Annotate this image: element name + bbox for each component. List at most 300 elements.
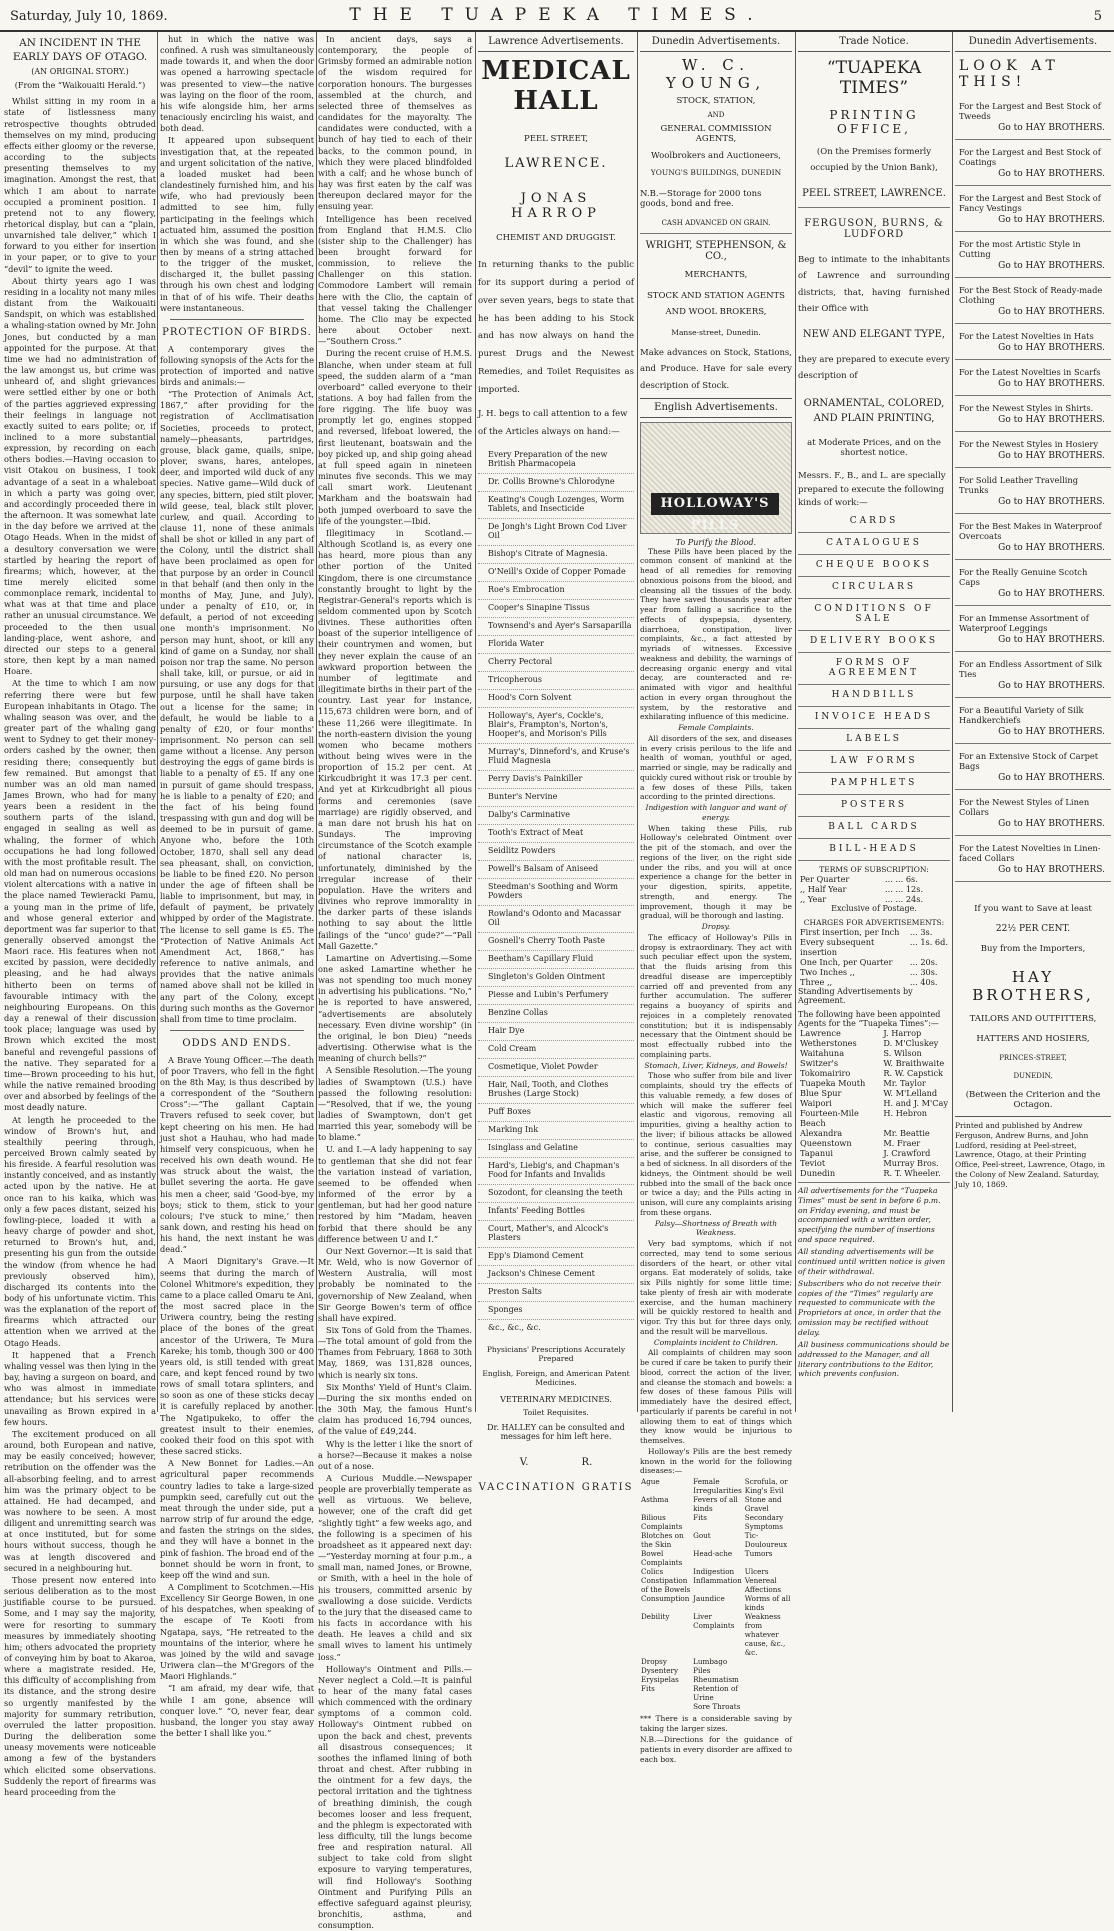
office-note: All advertisements for the “Tuapeka Times” must be sent in before 6 p.m. on Friday evening, and must be accompanied with a written order, specifying the number of insertions and space required. (798, 1185, 941, 1245)
disease-cell: Jaundice (693, 1594, 725, 1604)
column-trade-notice (798, 34, 950, 1412)
column-birds-odds (160, 34, 314, 1738)
charge-row-cell: ... 20s. (909, 956, 938, 967)
hay-brothers-item: For the Really Genuine Scotch Caps (959, 567, 1088, 587)
disease-row (640, 1513, 792, 1531)
agent-row-cell: R. W. Capstick (883, 1067, 943, 1078)
disease-cell: Head-ache (693, 1549, 733, 1559)
medical-item: Dalby's Carminative (478, 807, 634, 825)
medical-item: Marking Ink (478, 1122, 634, 1140)
holloway-subheading: Palsy—Shortness of Breath with Weakness. (654, 1218, 778, 1238)
medical-item: Cold Cream (478, 1041, 634, 1059)
charge-row-cell: Three ,, (800, 976, 833, 987)
disease-cell: Stone and Gravel (744, 1495, 782, 1514)
disease-row (640, 1531, 792, 1549)
holloway-banner: HOLLOWAY'S PILLS (651, 493, 779, 515)
printing-kind: HANDBILLS (798, 685, 950, 707)
charge-row-cell: ... 1s. 6d. (909, 936, 948, 947)
term-row-cell: ... ... 24s. (885, 893, 924, 904)
agent-row-cell: Mr. Beattie (883, 1127, 930, 1138)
medical-item: De Jongh's Light Brown Cod Liver Oil (478, 519, 634, 546)
wright-name: WRIGHT, STEPHENSON, & CO., (645, 240, 787, 262)
disease-cell (744, 1666, 792, 1675)
medical-item: &c., &c., &c. (488, 1323, 541, 1333)
ornamental-line: ORNAMENTAL, COLORED, AND PLAIN PRINTING, (803, 398, 945, 425)
paragraph: When taking these Pills, rub Holloway's celebrated Ointment over the pit of the stomach, and over the regions of the liver, on the right side under the ribs, and you will at once experience a change for the better in your digestion, spirits, appetite, strength, and energy. The improvement, though it may be gradual, will be thorough and lasting. (640, 823, 792, 921)
hay-brothers-item: For a Beautiful Variety of Silk Handkerchiefs (959, 705, 1084, 725)
go-to-hay-brothers: Go to HAY BROTHERS. (955, 727, 1111, 744)
paragraph: It appeared upon subsequent investigation that, at the repeated and urgent solicitation of the native, a loaded musket had been clandestinely furnished him, and his wife, who had previously been admitted to see him, fully participating in the feelings which actuated him, assumed the position in which she was found, and she then by means of a string attached to the trigger of the musket, discharged it, the bullet passing through his own chest and lodging in that of of his wife. Their deaths were instantaneous. (160, 135, 314, 313)
vet-subtitle: Toilet Requisites. (523, 1408, 589, 1418)
charge-row-cell: Every subsequent insertion (800, 936, 875, 957)
disease-cell: Lumbago (693, 1657, 728, 1667)
disease-cell: Gout (693, 1531, 711, 1541)
disease-cell: Ague (641, 1477, 660, 1487)
prescriptions-note: Physicians' Prescriptions Accurately Prepared (486, 1345, 626, 1364)
paragraph: “The Protection of Animals Act, 1867,” after providing for the registration of Acclimatisation Societies, proceeds to protect, namely—pheasants, partridges, grouse, black game, quails, snipe, plover, swans, hares, antelopes, deer, and imported wild duck of any species. Native game—Wild duck of any species, bittern, pied stilt plover, wild geese, teal, black stilt plover, curlew, and quail. According to clause 11, none of these animals shall be shot or killed in any part of the Colony, until the district shall have been proclaimed as open for that purpose by an order in Council in that behalf (and then only in the months of May, June, and July), under a penalty of £10, or, in default, a period of not exceeding one month's imprisonment. No person may hunt, shoot, or kill any kind of game on a Sunday, nor shall poison nor trap the same. No person shall take, kill, or pursue, or aid in pursuing, or use any dogs for that purpose, until he shall have taken out a license for the same; in default, he would be liable to a penalty of £20, or four months' imprisonment. No person can sell game without a license. Any person destroying the eggs of game birds is liable to a penalty of £5. If any one in pursuit of game should trespass, he is liable to a penalty of £20; and the fact of his being found trespassing with gun and dog will be deemed to be in pursuit of game. Anyone who, before the 10th October, 1870, shall sell any dead sea pheasant, shall, on conviction, be liable to be fined £20. No person under the age of fifteen shall be liable to imprisonment, but may, in default of payment, be privately whipped by order of the Magistrate. The license to sell game is £5. The “Protection of Native Animals Act Amendment Act, 1868,” has reference to native animals, and provides that the native animals named above shall not be killed in any part of the Colony, except during such months as the Governor shall from time to time proclaim. (160, 389, 314, 1024)
paragraph: It happened that a French whaling vessel was then lying in the bay, having a surgeon on board, and who was almost in immediate attendance; but his services were unavailing as Brown expired in a few hours. (4, 1349, 156, 1427)
agent-row (798, 1138, 950, 1148)
column-rule (157, 32, 158, 1412)
agent-row-cell: Tokomairiro (800, 1067, 851, 1078)
hay-brothers-item: For the most Artistic Style in Cutting (959, 239, 1081, 259)
paragraph: A Compliment to Scotchmen.—His Excellency Sir George Bowen, in one of his despatches, when speaking of the escape of Te Kooti from Ngatapa, says, “He retreated to the mountains of the interior, where he was joined by the wild and savage Uriwera clan—the M'Gregors of the Maori Highlands.” (160, 1581, 314, 1682)
agent-row-cell: Tuapeka Mouth (800, 1077, 866, 1088)
prices-line: at Moderate Prices, and on the shortest notice. (807, 438, 941, 459)
charge-row (798, 977, 950, 987)
medical-item: Sozodont, for cleansing the teeth (478, 1185, 634, 1203)
medical-item: Tricopherous (478, 672, 634, 690)
disease-cell: Tic-Douloureux (744, 1531, 788, 1550)
disease-cell (744, 1702, 792, 1711)
holloway-subheading: Stomach, Liver, Kidneys, and Bowels! (644, 1060, 788, 1070)
agent-row-cell: Dunedin (800, 1167, 836, 1178)
postage-note: Exclusive of Postage. (831, 903, 917, 913)
printing-office: PRINTING OFFICE, (829, 108, 919, 136)
disease-row (640, 1657, 792, 1666)
hay-brothers-item: For the Newest Styles in Shirts. (959, 403, 1094, 413)
medical-item: Court, Mather's, and Alcock's Plasters (478, 1221, 634, 1248)
go-to-hay-brothers: Go to HAY BROTHERS. (955, 543, 1111, 560)
young-line: YOUNG'S BUILDINGS, DUNEDIN (650, 168, 782, 177)
between-line: (Between the Criterion and the Octagon. (965, 1090, 1101, 1110)
disease-row (640, 1549, 792, 1567)
disease-row (640, 1567, 792, 1576)
medical-item: Hair Dye (478, 1023, 634, 1041)
office-notes (798, 1182, 950, 1379)
go-to-hay-brothers: Go to HAY BROTHERS. (955, 451, 1111, 468)
disease-row (640, 1666, 792, 1675)
disease-row (640, 1594, 792, 1612)
hay-brothers-item: For the Best Stock of Ready-made Clothing (959, 285, 1103, 305)
agent-row (798, 1168, 950, 1178)
holloway-subheading: Complaints incident to Children. (653, 1337, 779, 1347)
wright-line: MERCHANTS, (684, 270, 748, 280)
imprint: Printed and published by Andrew Ferguson, Andrew Burns, and John Ludford, residing at Peel-street, Lawrence, Otago, at their Printing Office, Peel-street, Lawrence, Otago, in the Colony of New Zealand. Saturday, July 10, 1869. (955, 1116, 1111, 1189)
vet-title: VETERINARY MEDICINES. (500, 1395, 612, 1405)
disease-cell: Piles (693, 1666, 711, 1676)
disease-cell: Fits (641, 1684, 655, 1694)
medical-item: Hard's, Liebig's, and Chapman's Food for Infants and Invalids (478, 1158, 634, 1185)
agent-row (798, 1058, 950, 1068)
medical-item: Gosnell's Cherry Tooth Paste (478, 933, 634, 951)
printing-kind: CIRCULARS (798, 577, 950, 599)
paragraph: Holloway's Pills are the best remedy known in the world for the following diseases:— (640, 1446, 792, 1476)
paragraph: A Maori Dignitary's Grave.—It seems that during the march of Colonel Whitmore's expedition, they came to a place called Omaru te Ani, the most sacred place in the Uriwera country, being the resting place of the bones of the great ancestor of the Uriwera, Te Mura Kareke; his tomb, though 300 or 400 years old, is still tended with great care, and kept fenced round by two rows of small totara splinters, and so soon as one of these sticks decay it is carefully replaced by another. The Ngatipukeko, to offer the greatest insult to their enemies, cooked their food on this spot with these sacred sticks. (160, 1256, 314, 1457)
agent-row-cell: H. Hebron (883, 1107, 928, 1118)
hay-name: HAY BROTHERS, (972, 968, 1094, 1004)
agent-row-cell: D. M'Cluskey (883, 1037, 939, 1048)
medical-item: Holloway's, Ayer's, Cockle's, Blair's, Frampton's, Norton's, Hooper's, and Morison's Pills (478, 708, 634, 744)
firm-intimation: Beg to intimate to the inhabitants of Lawrence and surrounding districts, that, having furnished their Office with (798, 255, 950, 314)
charges-table (798, 927, 950, 987)
paragraph: Intelligence has been received from England that H.M.S. Clio (sister ship to the Challenger) has been brought forward for commission, to relieve the Challenger on this station. Commodore Lambert will remain here with the Clio, the captain of that vessel taking the Challenger home. The Clio may be expected here about October next.—“Southern Cross.” (318, 213, 472, 347)
term-row-cell: Per Quarter (800, 873, 850, 884)
agent-row-cell: Lawrence (800, 1027, 841, 1038)
term-row-cell: ,, Year (800, 893, 827, 904)
article-title: AN INCIDENT IN THE EARLY DAYS OF OTAGO. (12, 37, 148, 64)
paragraph: About thirty years ago I was residing in a locality not many miles distant from the Waikouaiti Sandspit, on which was established a whaling-station owned by Mr. John Jones, but conducted by a man appointed for the purpose. At that time we had no administration of the law amongst us, but crime was unheard of, and slight grievances were settled either by one or both of the parties aggrieved expressing their feelings in language not exactly suited to ears polite; or, if inclined to a more substantial expression, by recording on each others bodies.—Having occasion to visit Otakou on business, I took advantage of a seat in a whaleboat in which a party was going over, and accordingly proceeded there in the afternoon. It was somewhat late in the day before we arrived at the Otago Heads. When in the midst of a desultory conversation we were startled by hearing the report of firearms; which, however, at the time merely elicited some commonplace remark, incidental to what was at that time and place rather an unusual circumstance. We proceeded to the then usual landing-place, went ashore, and directed our steps to a general store, then kept by a man named Hoare. (4, 275, 156, 677)
vaccination-line: VACCINATION GRATIS (478, 1482, 634, 1494)
young-line: STOCK, STATION, (676, 96, 756, 106)
charge-row-cell: ... 40s. (909, 976, 938, 987)
charge-row (798, 967, 950, 977)
agent-row-cell: Queenstown (800, 1137, 852, 1148)
city-line: DUNEDIN, (1013, 1072, 1053, 1080)
agent-row (798, 1068, 950, 1078)
agent-row (798, 1158, 950, 1168)
tailors-line: TAILORS AND OUTFITTERS, (969, 1014, 1097, 1024)
medical-item: Jackson's Chinese Cement (478, 1266, 634, 1284)
office-title: “TUAPEKA TIMES” (826, 58, 922, 98)
paragraph: At the time to which I am now referring there were but few European inhabitants in Otago. The whaling season was over, and the greater part of the whaling gang went to Sydney to get their money-orders cashed by the owner, then residing there; consequently but few remained. But amongst that number was an old man named James Brown, who had for many years been a resident in the southern parts of the island, engaged in sealing as well as whaling, the former of which occupations he had long followed with the most profitable result. The old man had on numerous occasions violent altercations with a native in the place named Tewieracki Pamu, a young man in the prime of life, and whose general exterior and deportment was far superior to that generally observed amongst the Maori race. His features when not excited by passion, were decidedly pleasing, and he had always hitherto been on terms of favourable intimacy with the neighbouring Europeans. On this day a renewal of their discussion took place; language was used by Brown which excited the most baneful and revengeful passions of the native. They separated for a time—Brown proceeding to his hut, while the native remained brooding over and absorbed by feelings of the most deadly nature. (4, 678, 156, 1113)
medical-item: Murray's, Dinneford's, and Kruse's Fluid Magnesia (478, 744, 634, 771)
paragraph: A Curious Muddle.—Newspaper people are proverbially temperate as well as virtuous. We believe, however, one of the craft did get “slightly tight” a few weeks ago, and the following is a specimen of his broadsheet as it appeared next day:—“Yesterday morning at four p.m., a small man, named Jones, or Browne, or Smith, with a heel in the hole of his trousers, committed arsenic by swallowing a dose suicide. Verdicts to the jury that the diseased came to his facts in accordance with his death. He leaves a child and six small wives to lament his untimely loss.” (318, 1473, 472, 1662)
disease-cell: Female Irregularities (693, 1477, 742, 1496)
agent-row-cell: H. and J. M'Cay (883, 1097, 948, 1108)
standing-note: Standing Advertisements by Agreement. (798, 986, 913, 1005)
medical-item: Perry Davis's Painkiller (478, 771, 634, 789)
office-note: All business communications should be addressed to the Manager, and all literary contributions to the Editor, which prevents confusion. (798, 1339, 950, 1379)
agent-row (798, 1048, 950, 1058)
young-name: W. C. YOUNG, (665, 56, 767, 92)
wright-line: Make advances on Stock, Stations, and Produce. Have for sale every description of Stock. (640, 348, 792, 391)
office-premises: (On the Premises formerly occupied by the Union Bank), (810, 147, 938, 174)
column-rule (475, 32, 476, 1412)
medical-item: Sponges (478, 1302, 634, 1320)
printing-kind: DELIVERY BOOKS (798, 631, 950, 653)
medical-item: Puff Boxes (478, 1104, 634, 1122)
divider (170, 319, 304, 320)
disease-cell: Rheumatism (693, 1675, 739, 1685)
office-street: PEEL STREET, LAWRENCE. (798, 188, 950, 208)
disease-cell: Tumors (744, 1549, 773, 1559)
paragraph: The excitement produced on all around, both European and native, may be easily conceived; however, retribution on the offender was the all-absorbing feeling, and to arrest him was the primary object to be attained. He had decamped, and was nowhere to be seen. A most diligent and unremitting search was at once instituted, but for some hours without success, though he was at length discovered and secured in a neighbouring hut. (4, 1428, 156, 1573)
agent-row-cell: Tapanui (800, 1147, 833, 1158)
agent-row-cell: Alexandra (800, 1127, 843, 1138)
agents-table (798, 1028, 950, 1178)
holloway-engraving (640, 422, 792, 534)
paragraph: hut in which the native was confined. A rush was simultaneously made towards it, and when the door was opened a harrowing spectacle was presented to view—the native was laying on the floor of the room, his wife alongside him, her arms tenaciously encircling his waist, and both dead. (160, 34, 314, 134)
charge-row-cell: ... 30s. (909, 966, 938, 977)
printing-kind: LABELS (798, 729, 950, 751)
messrs-line: Messrs. F., B., and L. are specially prepared to execute the following kinds of work:— (798, 471, 946, 509)
disease-row (640, 1675, 792, 1684)
go-to-hay-brothers: Go to HAY BROTHERS. (955, 681, 1111, 698)
agent-row-cell: Teviot (800, 1157, 826, 1168)
medical-item: Cooper's Sinapine Tissus (478, 600, 634, 618)
charge-row-cell: One Inch, per Quarter (800, 956, 893, 967)
printing-kind: CARDS (798, 511, 950, 533)
printing-kinds-list (798, 511, 950, 861)
medical-item: Every Preparation of the new British Pharmacopeia (478, 447, 634, 474)
term-row (798, 894, 950, 904)
paragraph: These Pills have been placed by the common consent of mankind at the head of all remedies for removing obnoxious poisons from the blood, and cleansing all the tissues of the body. They have saved thousands year after year from falling a sacrifice to the effects of dyspepsia, dysentery, diarrhoea, constipation, liver complaints, &c., a fact attested by myriads of witnesses. Excessive weakness and debility, the warnings of decreasing organic energy and vital decay, are counteracted and re-animated with vigor and healthful action in every organ throughout the system, by the restorative and exhilarating influence of this medicine. (640, 546, 792, 722)
wright-line: Manse-street, Dunedin. (671, 328, 761, 338)
column-header: Dunedin Advertisements. (955, 34, 1111, 52)
paragraph: A Brave Young Officer.—The death of poor Travers, who fell in the fight on the 8th May, is thus described by a correspondent of the “Southern Cross”:—“The gallant Captain Travers refused to seek cover, but kept cheering on his men. He had just shot a Hauhau, who had made himself very conspicuous, when he received his own death wound. He was struck about the waist, the bullet severing the aorta. He gave his men a cheer, said ‘Good-bye, my boys; stick to them, stick to your colours; I've stuck to mine,’ then sank down, and resting his head on his hand, the next instant he was dead.” (160, 1054, 314, 1255)
holloway-caption: To Purify the Blood. (675, 537, 757, 547)
agent-row-cell: Fourteen-Mile Beach (800, 1107, 859, 1128)
paragraph: “I am afraid, my dear wife, that while I am gone, absence will conquer love.” “O, never fear, dear husband, the longer you stay away the better I shall like you.” (160, 1683, 314, 1738)
disease-cell: Fits (693, 1513, 707, 1523)
disease-row (640, 1576, 792, 1594)
disease-cell: Debility (641, 1612, 670, 1622)
charges-title: CHARGES FOR ADVERTISEMENTS: (803, 917, 945, 927)
medical-item: Dr. Collis Browne's Chlorodyne (478, 474, 634, 492)
paragraph: In ancient days, says a contemporary, the people of Grimsby formed an admirable notion of the wisdom required for corporation honours. The burgesses assembled at the church, and selected three of themselves as candidates for the mayoralty. The candidates were conducted, with a bunch of hay tied to each of their backs, to the common pound, in which they were placed blindfolded with a calf; and he whose bunch of hay was first eaten by the calf was thereupon declared mayor for the ensuing year. (318, 34, 472, 212)
saving-note: *** There is a considerable saving by taking the larger sizes. (640, 1714, 792, 1734)
proprietor-profession: CHEMIST AND DRUGGIST. (496, 233, 616, 243)
go-to-hay-brothers: Go to HAY BROTHERS. (955, 415, 1111, 432)
agent-row-cell: Blue Spur (800, 1087, 842, 1098)
column-header: Trade Notice. (798, 34, 950, 52)
paragraph: Six Months' Yield of Hunt's Claim.—During the six months ended on the 30th May, the famous Hunt's claim has produced 16,794 ounces, of the value of £49,244. (318, 1381, 472, 1437)
agent-row-cell: Murray Bros. (883, 1157, 939, 1168)
column-incident-story (4, 34, 156, 1797)
young-line: GENERAL COMMISSION AGENTS, (660, 124, 772, 144)
disease-row (640, 1612, 792, 1657)
firm-name: FERGUSON, BURNS, & LUDFORD (804, 218, 944, 241)
medical-item: Florida Water (478, 636, 634, 654)
young-nb: N.B.—Storage for 2000 tons goods, bond and free. (640, 189, 762, 209)
medical-item: Singleton's Golden Ointment (478, 969, 634, 987)
disease-cell (744, 1657, 792, 1666)
go-to-hay-brothers: Go to HAY BROTHERS. (955, 169, 1111, 186)
medical-item: Epp's Diamond Cement (478, 1248, 634, 1266)
paragraph: Six Tons of Gold from the Thames.—The total amount of gold from the Thames from February, 1868 to 30th May, 1869, was 131,828 ounces, which is nearly six tons. (318, 1324, 472, 1380)
disease-cell: Worms of all kinds (744, 1594, 791, 1613)
medical-item: Hair, Nail, Tooth, and Clothes Brushes (Large Stock) (478, 1077, 634, 1104)
charge-row (798, 927, 950, 937)
paragraph: During the recent cruise of H.M.S. Blanche, when under steam at full speed, the sudden alarm of a “man overboard” called everyone to their stations. A boy had fallen from the fore rigging. The life buoy was promptly let go, engines stopped and reversed, lifeboat lowered, the first lieutenant, boatswain and the boy picked up, and ship going ahead at full speed again in nineteen minutes five seconds. This we may call smart work. Lieutenant Markham and the boatswain had both jumped overboard to save the life of the youngster.—Ibid. (318, 348, 472, 526)
printing-kind: FORMS OF AGREEMENT (798, 653, 950, 685)
divider (170, 1030, 304, 1031)
ad-street: PEEL STREET, (524, 134, 588, 144)
holloway-text (640, 547, 792, 1477)
hay-brothers-item: For the Newest Styles of Linen Collars (959, 797, 1090, 817)
article-subtitle: (AN ORIGINAL STORY.) (31, 66, 129, 76)
column-rule (952, 32, 953, 1412)
charge-row-cell: ... 3s. (909, 926, 933, 937)
holloway-subheading: Female Complaints. (678, 723, 754, 733)
disease-cell (640, 1702, 692, 1711)
charge-row (798, 937, 950, 957)
hay-brothers-item: For an Extensive Stock of Carpet Bags (959, 751, 1099, 771)
go-to-hay-brothers: Go to HAY BROTHERS. (955, 123, 1111, 140)
medical-item: Keating's Cough Lozenges, Worm Tablets, and Insecticide (478, 492, 634, 519)
printing-kind: POSTERS (798, 795, 950, 817)
medical-item: Townsend's and Ayer's Sarsaparilla (478, 618, 634, 636)
masthead (0, 0, 1114, 32)
disease-row (640, 1702, 792, 1711)
medical-item: Beetham's Capillary Fluid (478, 951, 634, 969)
column-hay-brothers-ad (955, 34, 1111, 1412)
paragraph: Those present now entered into serious deliberation as to the most justifiable course to be pursued. Some, and I may say the majority, were for resorting to summary measures by immediately shooting him; others advocated the propriety of conveying him by boat to Akaroa, where a magistrate resided. He, this difficulty of accomplishing from its distance, and the strong desire so urgently manifested by the majority for summary retribution, overruled the latter proposition. During the deliberation some uneasy movements were noticeable among a few of the bystanders which elicited some observations. Suddenly the report of firearms was heard proceeding from the (4, 1574, 156, 1797)
paragraph: A New Bonnet for Ladies.—An agricultural paper recommends country ladies to take a large-sized pumpkin seed, carefully cut out the meat through the under side, put a narrow strip of fur around the edge, and fasten the strings on the sides, and they will have a bonnet in the pink of fashion. The broad end of the bonnet should be worn in front, to keep off the wind and sun. (160, 1458, 314, 1580)
agent-row-cell: J. Crawford (883, 1147, 931, 1158)
office-note: All standing advertisements will be continued until written notice is given of their withdrawal. (798, 1247, 946, 1276)
printing-kind: LAW FORMS (798, 751, 950, 773)
printing-kind: INVOICE HEADS (798, 707, 950, 729)
terms-table (798, 874, 950, 904)
paragraph: Those who suffer from bile and liver complaints, should try the effects of this valuable remedy, a few doses of which will make the sufferer feel elastic and vigorous, removing all impurities, giving a healthy action to the liver; if bilious attacks be allowed to continue, serious casualties may arise, and the sufferer be consigned to a bed of sickness. In all disorders of the kidneys, the Ointment should be well rubbed into the small of the back once or twice a day; and the Pills acting in unison, will cure any complaints arising from these organs. (640, 1071, 792, 1217)
disease-cell: Weakness from whatever cause, &c., &c. (744, 1612, 786, 1658)
paragraph: Our Next Governor.—It is said that Mr. Weld, who is now Governor of Western Australia, will most probably be nominated to the governorship of New Zealand, when Sir George Bowen's term of office shall have expired. (318, 1245, 472, 1323)
disease-cell: Indigestion (693, 1567, 735, 1577)
disease-cell: Sore Throats (693, 1702, 741, 1712)
charge-row (798, 957, 950, 967)
wright-line: STOCK AND STATION AGENTS AND WOOL BROKERS, (646, 291, 785, 318)
disease-cell: Fevers of all kinds (693, 1495, 738, 1514)
agent-row-cell: Mr. Taylor (883, 1077, 926, 1088)
disease-cell: Dropsy (641, 1657, 667, 1667)
medical-item: Preston Salts (478, 1284, 634, 1302)
paragraph: At length he proceeded to the window of Brown's hut, and stealthily peering through, perceived Brown calmly seated by his fireside. A fearful resolution was instantly conceived, and as instantly acted upon by the native. He at once ran to his kaika, which was only a few paces distant, seized his fowling-piece, loaded it with a heavy charge of powder and shot, returned to Brown's hut, and, presenting his gun from the outside the window (from whence he had previously observed him), discharged its contents into the body of his unfortunate victim. This was the explanation of the report of firearms which attracted our attention when we arrived at the Otago Heads. (4, 1114, 156, 1348)
disease-cell: Liver Complaints (693, 1612, 735, 1631)
term-row (798, 884, 950, 894)
term-row-cell: ... ... 6s. (885, 873, 918, 884)
medical-item: Powell's Balsam of Aniseed (478, 861, 634, 879)
agent-row-cell: Switzer's (800, 1057, 839, 1068)
paragraph: Holloway's Ointment and Pills.—Never neglect a Cold.—It is painful to hear of the many fatal cases which commenced with the ordinary symptoms of a common cold. Holloway's Ointment rubbed on upon the back and chest, prevents all disastrous consequences; it soothes the inflamed lining of both throat and chest. After rubbing in the ointment for a few days, the pectoral irritation and the tightness of breathing diminish, the cough becomes looser and less frequent, and the phlegm is expectorated with less difficulty, till the lungs become free and respiration natural. All subject to take cold from slight exposure to varying temperatures, will find Holloway's Soothing Ointment and Purifying Pills an effective safeguard against pleurisy, bronchitis, asthma, and consumption. (318, 1663, 472, 1931)
prepared-line: they are prepared to execute every description of (798, 354, 950, 381)
charge-row-cell: Two Inches ,, (800, 966, 855, 977)
charge-row-cell: First insertion, per Inch (800, 926, 900, 937)
agent-row (798, 1108, 950, 1128)
go-to-hay-brothers: Go to HAY BROTHERS. (955, 865, 1111, 882)
disease-cell: Bowel Complaints (641, 1549, 683, 1568)
hay-brothers-item: For the Latest Novelties in Linen-faced Collars (959, 843, 1101, 863)
disease-cell (744, 1684, 792, 1702)
column-rule (316, 32, 317, 1412)
column-news-items (318, 34, 472, 1931)
medical-item: Cosmetique, Violet Powder (478, 1059, 634, 1077)
medical-item: Cherry Pectoral (478, 654, 634, 672)
printing-kind: BALL CARDS (798, 817, 950, 839)
paragraph: A contemporary gives the following synopsis of the Acts for the protection of imported and native birds and animals:— (160, 343, 314, 387)
medical-item: O'Neill's Oxide of Copper Pomade (478, 564, 634, 582)
office-note: Subscribers who do not receive their copies of the “Times” regularly are requested to communicate with the Proprietors at once, in order that the omission may be rectified without delay. (798, 1278, 942, 1337)
agent-row-cell: W. M'Lelland (883, 1087, 938, 1098)
hay-brothers-item: For Solid Leather Travelling Trunks (959, 475, 1079, 495)
agent-row (798, 1088, 950, 1098)
hay-brothers-item: For the Latest Novelties in Hats (959, 331, 1094, 341)
agent-row-cell: R. T. Wheeler. (883, 1167, 941, 1178)
go-to-hay-brothers: Go to HAY BROTHERS. (955, 819, 1111, 836)
column-medical-hall-ad (478, 34, 634, 1494)
agent-row-cell: Waipori (800, 1097, 832, 1108)
medical-item: Piesse and Lubin's Perfumery (478, 987, 634, 1005)
disease-cell: Retention of Urine (693, 1684, 738, 1703)
medical-item: Steedman's Soothing and Worm Powders (478, 879, 634, 906)
printing-kind: CONDITIONS OF SALE (798, 599, 950, 631)
agents-intro: The following have been appointed Agents for the “Tuapeka Times”:— (798, 1009, 941, 1028)
section-header: English Advertisements. (640, 398, 792, 418)
medical-item: Seidlitz Powders (478, 843, 634, 861)
column-rule (637, 32, 638, 1412)
term-row (798, 874, 950, 884)
disease-row (640, 1684, 792, 1702)
look-at-this: LOOK AT THIS! (959, 58, 1060, 90)
disease-cell: Secondary Symptoms (744, 1513, 784, 1532)
agent-row (798, 1148, 950, 1158)
buy-line: Buy from the Importers, (980, 944, 1086, 954)
term-row-cell: ... ... 12s. (885, 883, 924, 894)
disease-cell: Blotches on the Skin (641, 1531, 684, 1550)
page-number: 5 (1093, 9, 1102, 24)
disease-cell: Ulcers (744, 1567, 769, 1577)
agent-row-cell: Waitahuna (800, 1047, 845, 1058)
go-to-hay-brothers: Go to HAY BROTHERS. (955, 261, 1111, 278)
disease-cell: Bilious Complaints (641, 1513, 683, 1532)
agent-row-cell: M. Fraer (883, 1137, 921, 1148)
go-to-hay-brothers: Go to HAY BROTHERS. (955, 379, 1111, 396)
printing-kind: BILL-HEADS (798, 839, 950, 861)
disease-row (640, 1477, 792, 1495)
hay-brothers-item: For the Largest and Best Stock of Fancy Vestings (959, 193, 1101, 213)
paragraph: U. and I.—A lady happening to say to gentleman that she did not fear the variation instead of variation, seemed to be offended when informed of the error by a gentleman, but had her good nature restored by him “Madam, heaven forbid that there should be any difference between U and I.” (318, 1144, 472, 1244)
section-title: ODDS AND ENDS. (182, 1038, 292, 1050)
disease-cell: Constipation of the Bowels (641, 1576, 691, 1595)
medical-item: Rowland's Odonto and Macassar Oil (478, 906, 634, 933)
halley-note: Dr. HALLEY can be consulted and messages for him left here. (487, 1423, 625, 1442)
agent-row-cell: Wetherstones (800, 1037, 857, 1048)
diseases-table (640, 1477, 792, 1711)
disease-cell: Scrofula, or King's Evil (744, 1477, 788, 1496)
disease-cell: Colics (641, 1567, 664, 1577)
go-to-hay-brothers: Go to HAY BROTHERS. (955, 635, 1111, 652)
royal-crest-mark: V. R. (519, 1457, 593, 1469)
directions-note: N.B.—Directions for the guidance of patients in every disorder are affixed to each box. (640, 1734, 792, 1764)
go-to-hay-brothers: Go to HAY BROTHERS. (955, 589, 1111, 606)
go-to-hay-brothers: Go to HAY BROTHERS. (955, 215, 1111, 232)
paragraph: The efficacy of Holloway's Pills in dropsy is extraordinary. They act with such peculiar effect upon the system, that the fluids arising from this dreadful disease are imperceptibly carried off and prevented from any further accumulation. The sufferer regains a buoyancy of spirits and rejoices in a completely renovated constitution; but it is indispensably necessary that the Ointment should be most effectually rubbed into the complaining parts. (640, 932, 792, 1059)
young-line: AND (707, 111, 725, 119)
agent-row (798, 1098, 950, 1108)
printing-kind: CHEQUE BOOKS (798, 555, 950, 577)
medical-item: Benzine Collas (478, 1005, 634, 1023)
go-to-hay-brothers: Go to HAY BROTHERS. (955, 307, 1111, 324)
young-cash: CASH ADVANCED ON GRAIN. (640, 219, 792, 234)
new-type: NEW AND ELEGANT TYPE, (802, 328, 946, 340)
disease-cell: Asthma (641, 1495, 669, 1505)
printing-kind: CATALOGUES (798, 533, 950, 555)
holloway-subheading: Indigestion with languor and want of energy. (645, 803, 787, 822)
agent-row-cell: S. Wilson (883, 1047, 922, 1058)
paragraph: Lamartine on Advertising.—Some one asked Lamartine whether he was not spending too much money in advertising his publications. “No,” he is reported to have answered, “advertisements are absolutely necessary. Even divine worship” (in the original, le bon Dieu) “needs advertising. Otherwise what is the meaning of church bells?” (318, 952, 472, 1064)
agent-row-cell: J. Harrop (883, 1027, 922, 1038)
